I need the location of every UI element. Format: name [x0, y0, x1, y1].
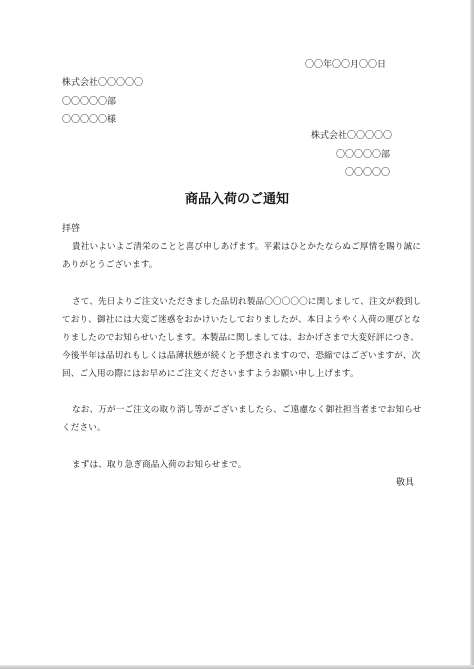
- letter-title: 商品入荷のご通知: [184, 192, 289, 207]
- body-line: 貴社いよいよご清栄のことと喜び申しあげます。平素はひとかたならぬご厚情を賜り誠に: [72, 242, 422, 252]
- body-line: ありがとうございます。: [62, 260, 158, 270]
- closing: 敬具: [395, 478, 414, 488]
- sender-person: 〇〇〇〇〇: [345, 168, 391, 178]
- body-line: 回、ご入用の際にはお早めにご注文くださいますようお願い申し上げます。: [62, 369, 359, 379]
- page-edge-shadow-bottom: [0, 665, 474, 669]
- salutation: 拝啓: [62, 224, 81, 234]
- sender-department: 〇〇〇〇〇部: [336, 150, 391, 160]
- body-line: ており、御社には大変ご迷惑をおかけいたしておりましたが、本日ようやく入荷の運びとな: [62, 315, 421, 325]
- body-line: ください。: [62, 423, 106, 433]
- body-line: なお、万が一ご注文の取り消し等がございましたら、ご遠慮なく御社担当者までお知らせ: [72, 405, 422, 415]
- body-line: りましたのでお知らせいたします。本製品に関しましては、おかげさまで大変好評につき、: [62, 333, 420, 343]
- page-edge-shadow-right: [470, 0, 474, 669]
- sender-company: 株式会社〇〇〇〇〇: [311, 131, 393, 141]
- body-line: まずは、取り急ぎ商品入荷のお知らせまで。: [72, 460, 247, 470]
- body-line: 今後半年は品切れもしくは品薄状態が続くと予想されますので、恐縮ではございますが、次: [62, 351, 421, 361]
- recipient-department: 〇〇〇〇〇部: [62, 97, 117, 107]
- recipient-person: 〇〇〇〇〇様: [62, 115, 117, 125]
- body-line: さて、先日よりご注文いただきました品切れ製品〇〇〇〇〇に関しまして、注文が殺到し: [72, 297, 422, 307]
- recipient-company: 株式会社〇〇〇〇〇: [62, 78, 144, 88]
- letter-date: 〇〇年〇〇月〇〇日: [304, 60, 386, 70]
